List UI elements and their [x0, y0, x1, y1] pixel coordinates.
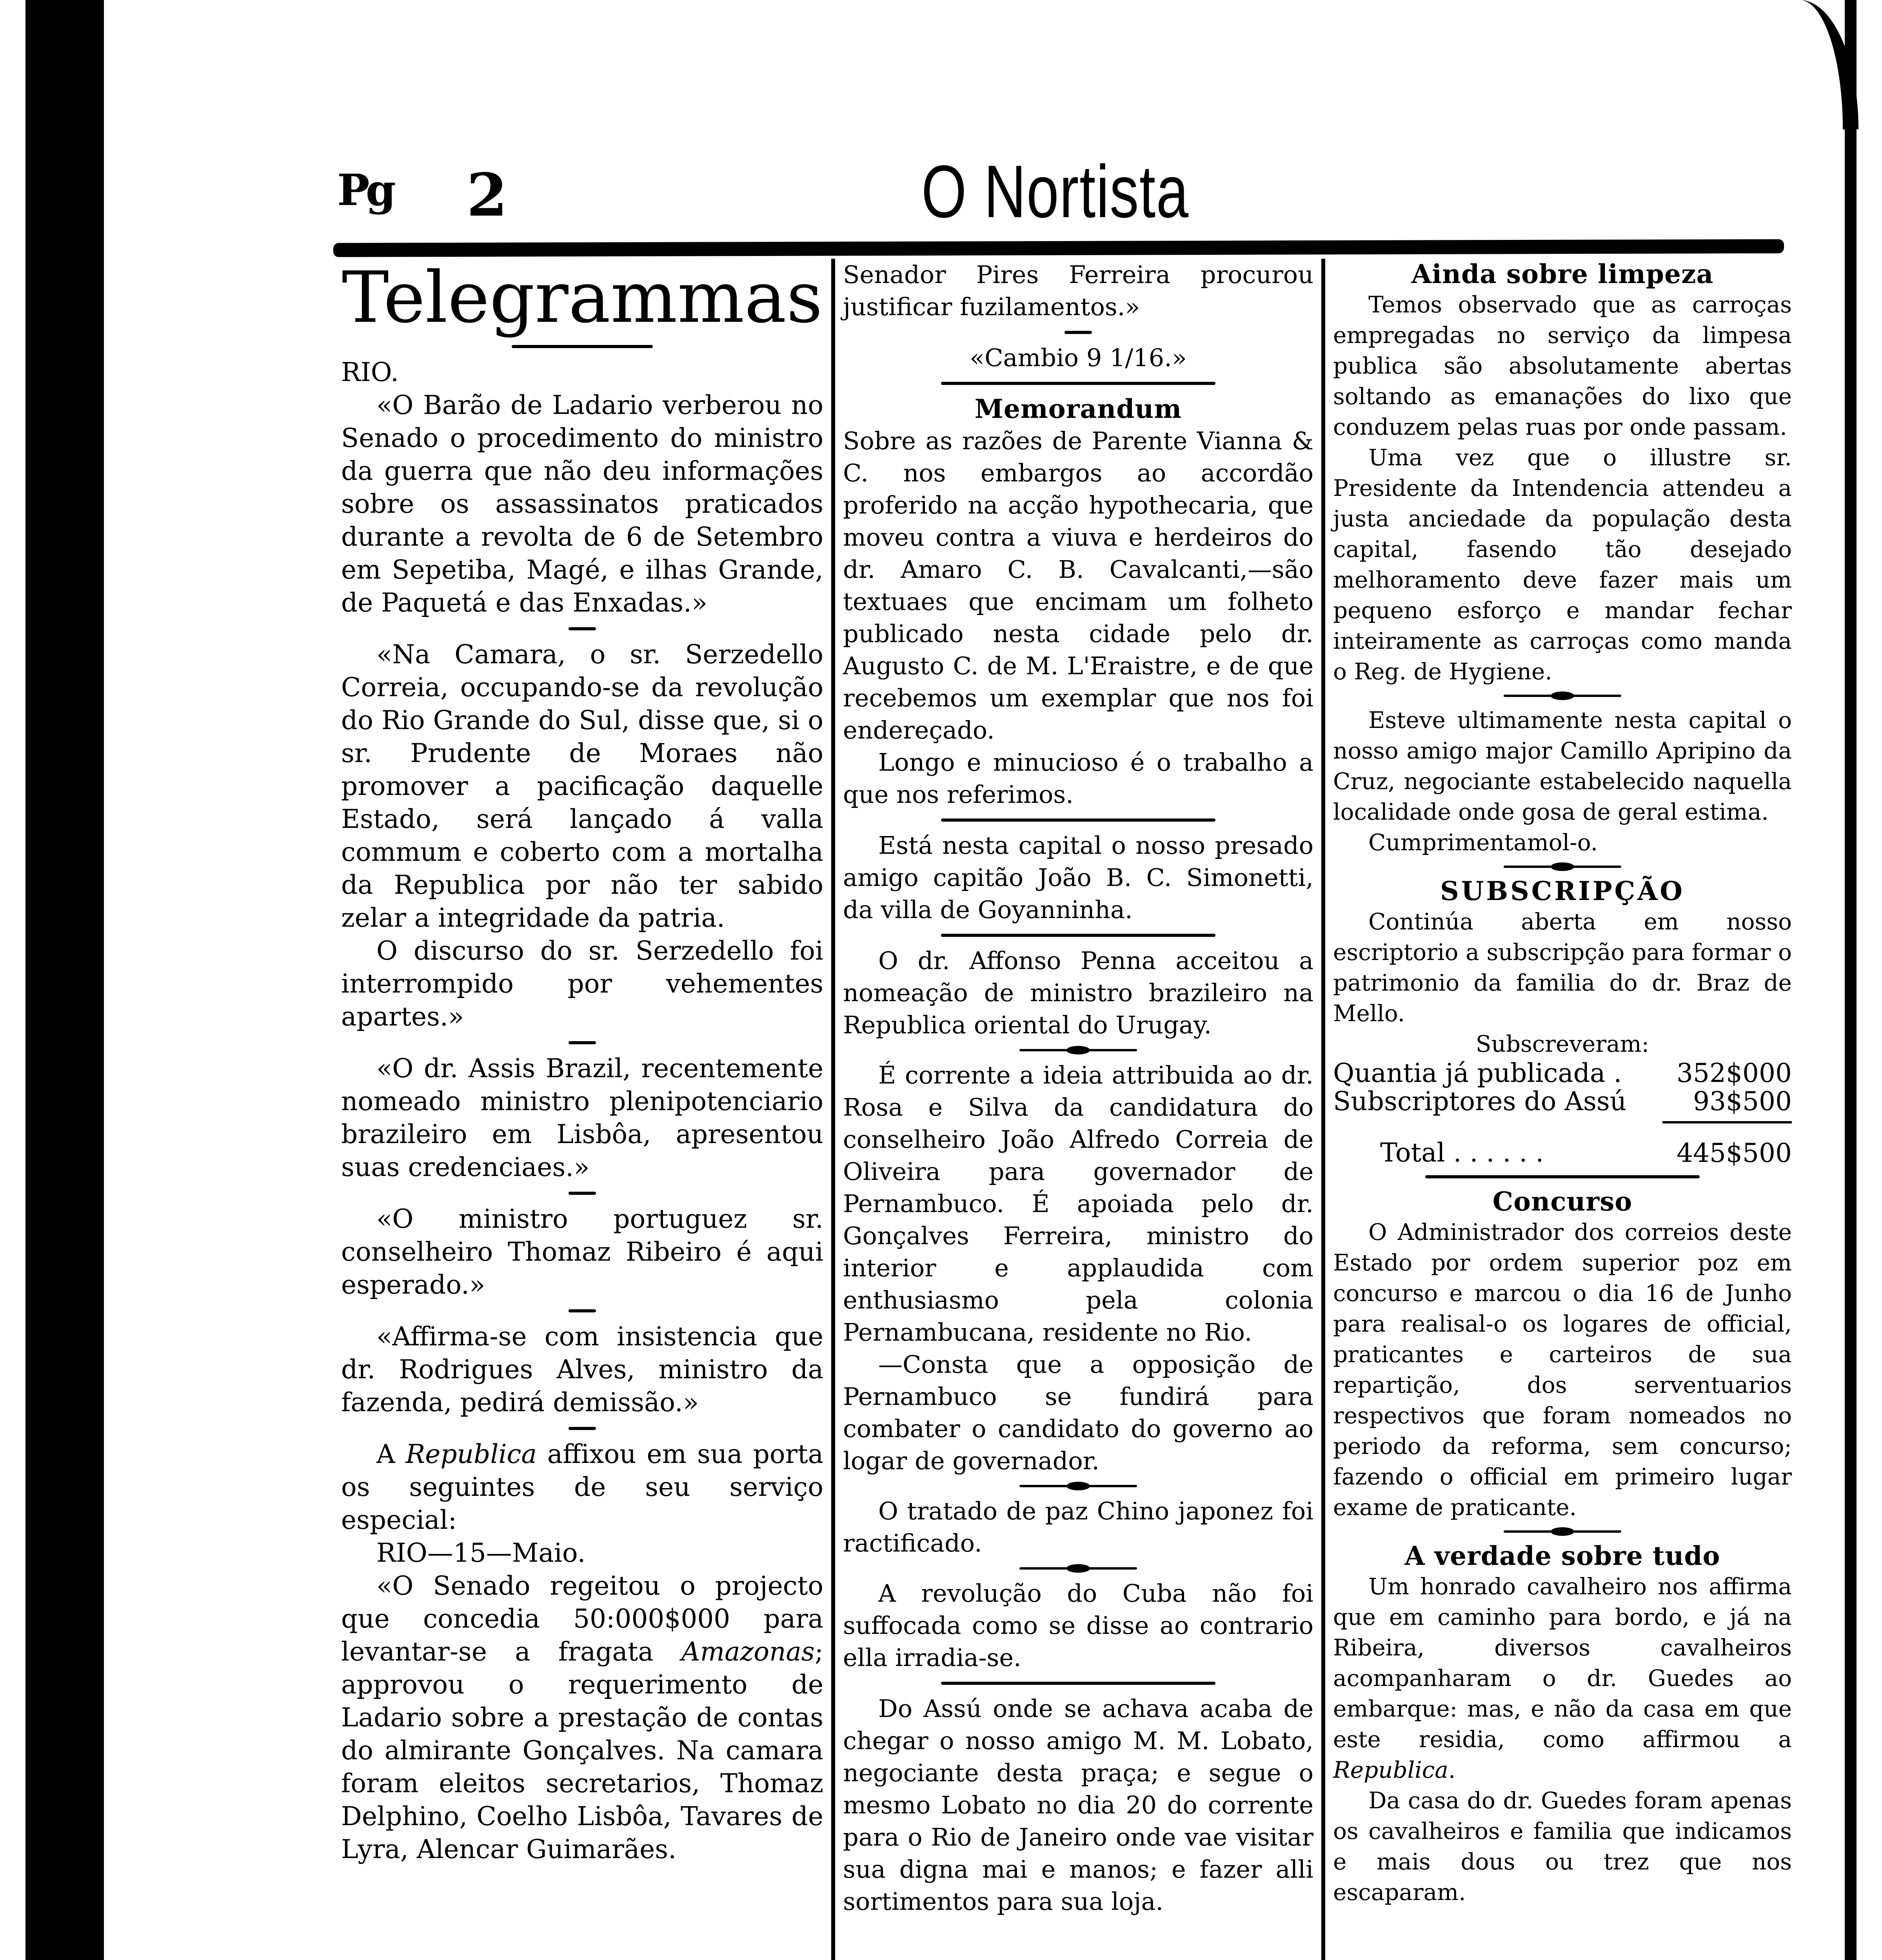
newspaper-title: O Nortista [921, 150, 1189, 233]
subscription-total-row [1333, 1122, 1792, 1167]
text-fragment: «O Senado regeitou o projecto que concedia 50:000$000 para levantar-se a fragata [341, 1571, 823, 1667]
separator [569, 627, 596, 630]
column-divider [831, 259, 835, 1960]
concurso-paragraph: O Administrador dos correios deste Estado por ordem superior poz em concurso e marcou o dia 16 de Junho para realisal-o os logares de official, praticantes e carteiros de sua repartição, dos serventuarios respectivos que foram nomeados no periodo da reforma, sem concurso; fazendo o official em primeiro lugar exame de praticante. [1333, 1219, 1792, 1521]
news-item: Do Assú onde se achava acaba de chegar o nosso amigo M. M. Lobato, negociante desta praça; e segue o mesmo Lobato no dia 20 do corrente para o Rio de Janeiro onde vae visitar sua digna mai e manos; e fazer alli sortimentos para sua loja. [843, 1694, 1313, 1916]
subscripcao-paragraph: Continúa aberta em nosso escriptorio a subscripção para formar o patrimonio da familia do dr. Braz de Mello. [1333, 908, 1792, 1027]
news-item: A revolução do Cuba não foi suffocada como se disse ao contrario ella irradia-se. [843, 1579, 1313, 1672]
column-telegrammas [341, 259, 823, 1866]
text-fragment: affixou em sua porta os seguintes de seu serviço especial: [341, 1439, 823, 1535]
scan-right-edge [1845, 0, 1857, 1960]
ornamental-separator [1504, 866, 1621, 868]
separator [941, 934, 1215, 937]
news-item: Esteve ultimamente nesta capital o nosso amigo major Camillo Apripino da Cruz, negociante estabelecido naquella localidade onde gosa de geral estima. [1333, 707, 1792, 825]
page-mark: Pg [337, 165, 392, 215]
telegram-paragraph: «Affirma-se com insistencia que dr. Rodrigues Alves, ministro da fazenda, pedirá demissão.» [341, 1321, 823, 1417]
ornamental-separator [1019, 1485, 1137, 1487]
subscription-amount: 352$000 [1677, 1058, 1792, 1088]
text-fragment: ; approvou o requerimento de Ladario sobre a prestação de contas do almirante Gonçalves. Na camara foram eleitos secretarios, Thomaz Delphino, Coelho Lisbôa, Tavares de Lyra, Alencar Guimarães. [341, 1637, 823, 1864]
section-heading-telegrammas: Telegrammas [342, 257, 823, 339]
news-item: O tratado de paz Chino japonez foi ractificado. [843, 1497, 1313, 1557]
republica-intro [341, 1438, 823, 1537]
separator [941, 818, 1215, 822]
total-amount: 445$500 [1677, 1138, 1792, 1168]
dateline: RIO—15—Maio. [376, 1538, 586, 1568]
masthead [325, 149, 1776, 247]
separator [569, 1427, 596, 1430]
limpeza-paragraph: Uma vez que o illustre sr. Presidente da Intendencia attendeu a justa anciedade da população desta capital, fasendo tão desejado melhoramento deve fazer mais um pequeno esforço e mandar fechar inteiramente as carroças como manda o Reg. de Hygiene. [1333, 444, 1792, 685]
total-label: Total . . . . . . [1380, 1137, 1544, 1168]
news-item: Cumprimentamol-o. [1368, 829, 1598, 856]
newspaper-name: Republica [405, 1439, 537, 1469]
separator [569, 1041, 596, 1044]
dateline: RIO. [341, 357, 399, 387]
news-item: —Consta que a opposição de Pernambuco se fundirá para combater o candidato do governo ao logar de governador. [843, 1350, 1313, 1475]
memorandum-paragraph: Longo e minucioso é o trabalho a que nos referimos. [843, 748, 1313, 809]
telegram-paragraph [341, 1570, 823, 1866]
section-heading-verdade: A verdade sobre tudo [1404, 1541, 1720, 1571]
verdade-paragraph [1333, 1571, 1792, 1785]
separator [1065, 331, 1092, 334]
separator [1425, 1175, 1700, 1178]
subscreveram-label: Subscreveram: [1475, 1031, 1649, 1057]
text-fragment: . [1448, 1757, 1456, 1783]
memorandum-paragraph: Sobre as razões de Parente Vianna & C. nos embargos ao accordão proferido na acção hypothecaria, que moveu contra a viuva e herdeiros do dr. Amaro C. B. Cavalcanti,—são textuaes que encimam um folheto publicado nesta cidade pelo dr. Augusto C. de M. L'Eraistre, e de que recebemos um exemplar que nos foi endereçado. [843, 426, 1313, 744]
telegram-paragraph: «Na Camara, o sr. Serzedello Correia, occupando-se da revolução do Rio Grande do Sul, disse que, si o sr. Prudente de Moraes não promover a pacificação daquelle Estado, será lançado á valla commum e coberto com a mortalha da Republica por não ter sabido zelar a integridade da patria. [341, 639, 823, 933]
limpeza-paragraph: Temos observado que as carroças empregadas no serviço da limpesa publica são absolutamente abertas soltando as emanações do lixo que conduzem pelas ruas por onde passam. [1333, 291, 1792, 440]
subscription-label: Quantia já publicada . [1333, 1058, 1622, 1088]
column-divider [1321, 259, 1325, 1960]
news-item: O dr. Affonso Penna acceitou a nomeação de ministro brazileiro na Republica oriental do Urugay. [843, 946, 1313, 1039]
telegram-paragraph: «O dr. Assis Brazil, recentemente nomeado ministro plenipotenciario brazileiro em Lisbôa, apresentou suas credenciaes.» [341, 1053, 823, 1182]
subscription-label: Subscriptores do Assú [1333, 1086, 1627, 1116]
separator [569, 1309, 596, 1312]
news-item: É corrente a ideia attribuida ao dr. Rosa e Silva da candidatura do conselheiro João Alfredo Correia de Oliveira para governador de Pernambuco. É apoiada pelo dr. Gonçalves Ferreira, ministro do interior e applaudida com enthusiasmo pela colonia Pernambucana, residente no Rio. [843, 1061, 1313, 1347]
subscription-amount: 93$500 [1693, 1086, 1792, 1116]
section-heading-limpeza: Ainda sobre limpeza [1411, 259, 1714, 289]
text-fragment: A [376, 1439, 406, 1469]
subscription-row [1333, 1059, 1792, 1087]
subscription-table [1333, 1059, 1792, 1167]
telegram-paragraph: «O Barão de Ladario verberou no Senado o procedimento do ministro da guerra que não deu informações sobre os assassinatos praticados durante a revolta de 6 de Setembro em Sepetiba, Magé, e ilhas Grande, de Paquetá e das Enxadas.» [341, 390, 823, 618]
ornamental-separator [1504, 695, 1621, 697]
ornamental-separator [1504, 1530, 1621, 1533]
ornamental-separator [1019, 1567, 1137, 1570]
ornamental-separator [1019, 1049, 1137, 1051]
section-heading-concurso: Concurso [1492, 1186, 1633, 1217]
separator [512, 345, 653, 348]
column-local-news [1333, 259, 1792, 1907]
separator [941, 1682, 1215, 1685]
ship-name: Amazonas [681, 1637, 815, 1667]
section-heading-memorandum: Memorandum [974, 394, 1182, 424]
telegram-paragraph: «O ministro portuguez sr. conselheiro Thomaz Ribeiro é aqui esperado.» [341, 1204, 823, 1300]
sum-rule [1333, 1116, 1792, 1122]
newspaper-name: Republica [1333, 1757, 1448, 1783]
separator [569, 1192, 596, 1195]
page-number: 2 [467, 161, 508, 230]
column-memorandum [843, 259, 1313, 1918]
separator [941, 382, 1215, 385]
telegram-continuation: Senador Pires Ferreira procurou justificar fuzilamentos.» [843, 260, 1313, 321]
verdade-paragraph: Da casa do dr. Guedes foram apenas os cavalheiros e familia que indicamos e mais dous ou trez que nos escaparam. [1333, 1787, 1792, 1906]
text-fragment: Um honrado cavalheiro nos affirma que em caminho para bordo, e já na Ribeira, diversos cavalheiros acompanharam o dr. Guedes ao embarque: mas, e não da casa em que este residia, como affirmou a [1333, 1573, 1792, 1753]
cambio-rate: «Cambio 9 1/16.» [970, 343, 1187, 372]
subscription-row [1333, 1087, 1792, 1116]
telegram-paragraph: O discurso do sr. Serzedello foi interrompido por vehementes apartes.» [341, 936, 823, 1032]
scan-left-edge [25, 0, 104, 1960]
news-item: Está nesta capital o nosso presado amigo capitão João B. C. Simonetti, da villa de Goyanninha. [843, 831, 1313, 924]
section-heading-subscripcao: SUBSCRIPÇÃO [1440, 876, 1685, 906]
